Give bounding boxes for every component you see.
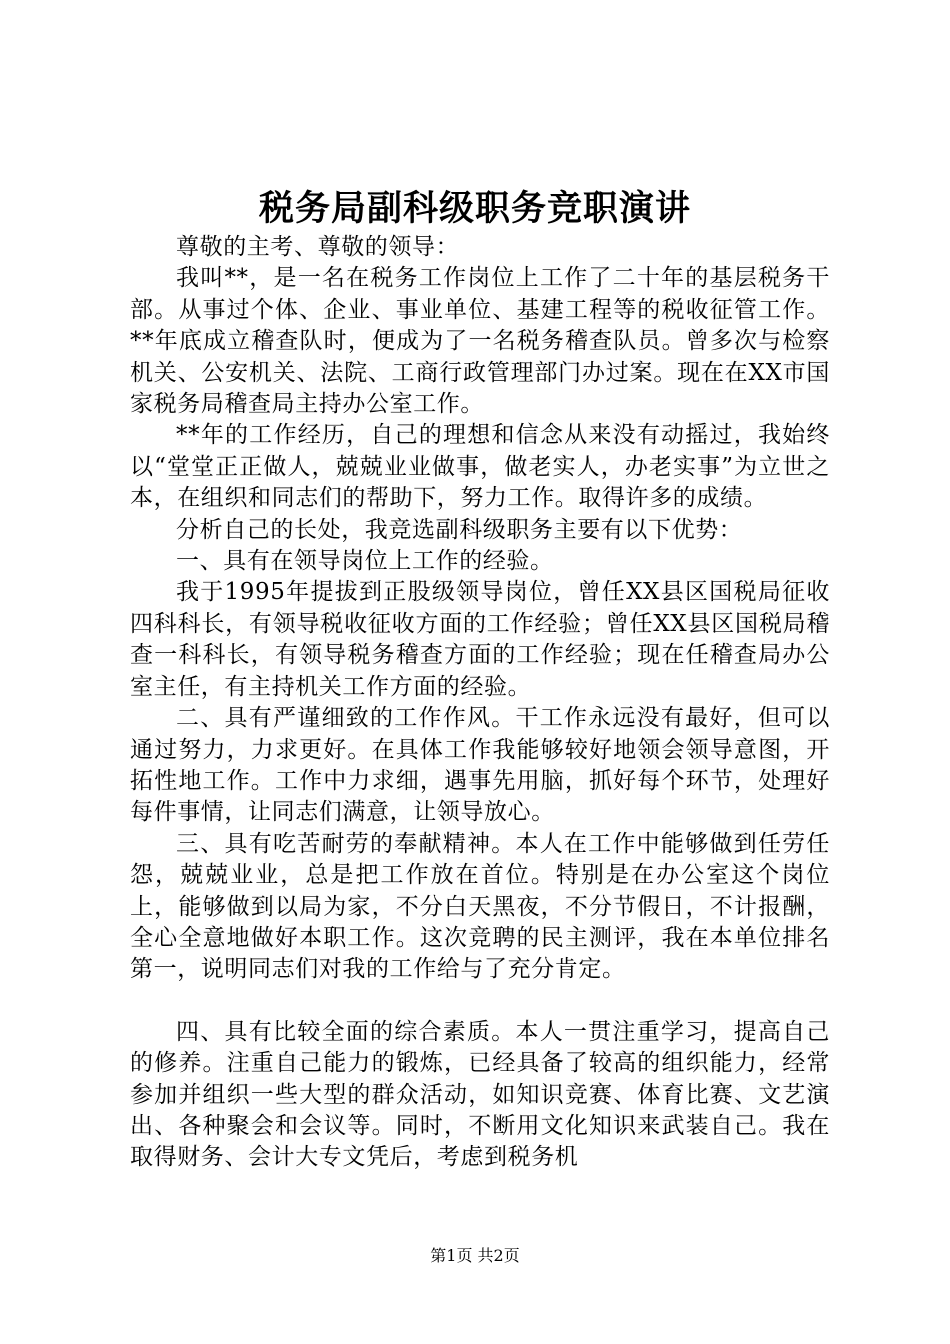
- paragraph-salutation: 尊敬的主考、尊敬的领导：: [176, 234, 460, 260]
- paragraph-advantage-2: 二、具有严谨细致的工作作风。干工作永远没有最好，但可以通过努力，力求更好。在具体工作我能够较好地领会领导意图，开拓性地工作。工作中力求细，遇事先用脑，抓好每个环节，处理好每件事情，让同志们满意，让领导放心。: [130, 705, 830, 826]
- document-title: 税务局副科级职务竞职演讲: [258, 188, 691, 229]
- page-footer: 第1页 共2页: [430, 1246, 520, 1265]
- paragraph-experience: **年的工作经历，自己的理想和信念从来没有动摇过，我始终以“堂堂正正做人，兢兢业业做事，做老实人，办老实事”为立世之本，在组织和同志们的帮助下，努力工作。取得许多的成绩。: [130, 422, 830, 512]
- paragraph-advantages-intro: 分析自己的长处，我竞选副科级职务主要有以下优势：: [176, 516, 743, 543]
- paragraph-advantage-3: 三、具有吃苦耐劳的奉献精神。本人在工作中能够做到任劳任怨，兢兢业业，总是把工作放在首位。特别是在办公室这个岗位上，能够做到以局为家，不分白天黑夜，不分节假日，不计报酬，全心全意地做好本职工作。这次竞聘的民主测评，我在本单位排名第一，说明同志们对我的工作给与了充分肯定。: [130, 830, 830, 983]
- document-body: [130, 232, 830, 1174]
- paragraph-advantage-1-detail: 我于1995年提拔到正股级领导岗位，曾任XX县区国税局征收四科科长，有领导税收征收方面的工作经验；曾任XX县区国税局稽查一科科长，有领导税务稽查方面的工作经验；现在任稽查局办公室主任，有主持机关工作方面的经验。: [130, 579, 830, 700]
- paragraph-advantage-4: 四、具有比较全面的综合素质。本人一贯注重学习，提高自己的修养。注重自己能力的锻炼，已经具备了较高的组织能力，经常参加并组织一些大型的群众活动，如知识竞赛、体育比赛、文艺演出、各种聚会和会议等。同时，不断用文化知识来武装自己。我在取得财务、会计大专文凭后，考虑到税务机: [130, 1018, 830, 1171]
- paragraph-advantage-1-heading: 一、具有在领导岗位上工作的经验。: [176, 548, 554, 575]
- paragraph-introduction: 我叫**，是一名在税务工作岗位上工作了二十年的基层税务干部。从事过个体、企业、事业单位、基建工程等的税收征管工作。**年底成立稽查队时，便成为了一名税务稽查队员。曾多次与检察机关、公安机关、法院、工商行政管理部门办过案。现在在XX市国家税务局稽查局主持办公室工作。: [130, 265, 830, 418]
